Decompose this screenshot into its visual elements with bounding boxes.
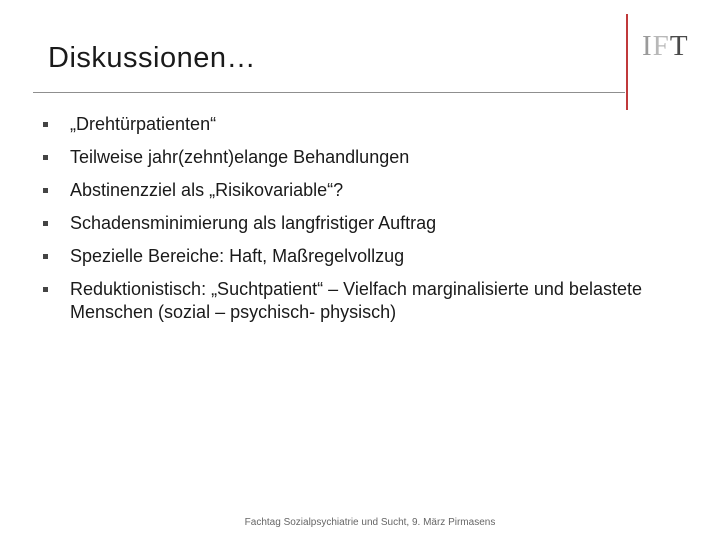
- logo-letter-i: I: [642, 30, 653, 62]
- square-bullet-icon: [43, 155, 48, 160]
- bullet-text: Abstinenzziel als „Risikovariable“?: [70, 180, 344, 200]
- logo-letter-t: T: [669, 30, 689, 62]
- bullet-text: Reduktionistisch: „Suchtpatient“ – Vielfach marginalisierte und belastete Menschen (sozial – psychisch- physisch): [70, 279, 642, 322]
- bullet-text: Teilweise jahr(zehnt)elange Behandlungen: [70, 147, 410, 167]
- title-divider: [33, 92, 625, 93]
- ift-logo: [642, 30, 689, 63]
- square-bullet-icon: [43, 254, 48, 259]
- bullet-item: [40, 245, 680, 268]
- bullet-text: Spezielle Bereiche: Haft, Maßregelvollzug: [70, 246, 405, 266]
- bullet-text: „Drehtürpatienten“: [70, 114, 217, 134]
- square-bullet-icon: [43, 287, 48, 292]
- square-bullet-icon: [43, 188, 48, 193]
- bullet-text: Schadensminimierung als langfristiger Auftrag: [70, 213, 437, 233]
- bullet-item: [40, 212, 680, 235]
- slide-footer: Fachtag Sozialpsychiatrie und Sucht, 9. März Pirmasens: [244, 517, 496, 528]
- square-bullet-icon: [43, 122, 48, 127]
- bullet-item: [40, 278, 680, 324]
- accent-divider: [626, 14, 628, 110]
- bullet-item: [40, 179, 680, 202]
- bullet-item: [40, 146, 680, 169]
- bullet-item: [40, 113, 680, 136]
- logo-letter-f: F: [652, 30, 670, 62]
- square-bullet-icon: [43, 221, 48, 226]
- bullet-list: [40, 113, 680, 334]
- slide-title: Diskussionen…: [48, 42, 256, 74]
